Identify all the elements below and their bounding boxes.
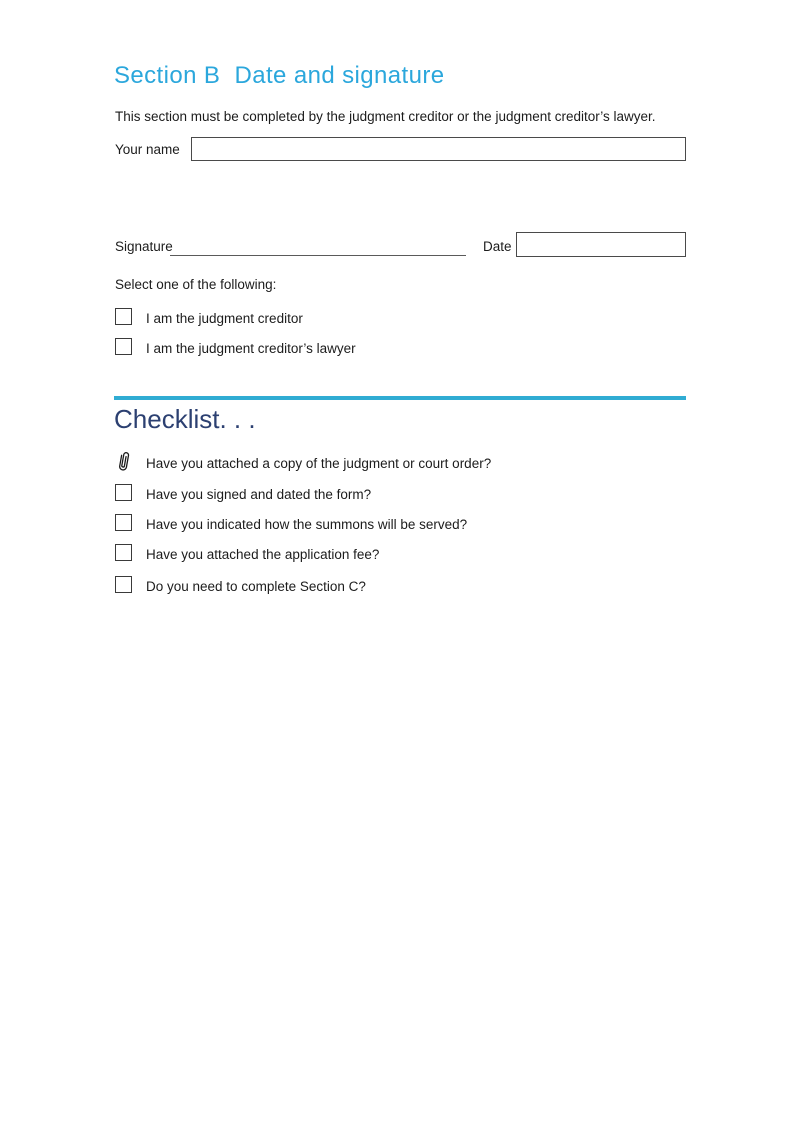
- checklist-checkbox-application-fee[interactable]: [115, 544, 132, 561]
- creditor-lawyer-checkbox[interactable]: [115, 338, 132, 355]
- checklist-item-summons-served: Have you indicated how the summons will be served?: [146, 517, 468, 532]
- date-label: Date: [483, 239, 512, 254]
- checklist-checkbox-section-c[interactable]: [115, 576, 132, 593]
- your-name-label: Your name: [115, 142, 180, 157]
- checklist-checkbox-signed-dated[interactable]: [115, 484, 132, 501]
- judgment-creditor-checkbox[interactable]: [115, 308, 132, 325]
- section-intro: This section must be completed by the judgment creditor or the judgment creditor’s lawyer.: [115, 109, 656, 124]
- your-name-input[interactable]: [191, 137, 686, 161]
- paperclip-icon: [114, 449, 136, 476]
- signature-label: Signature: [115, 239, 173, 254]
- section-title: Section B Date and signature: [114, 62, 445, 89]
- date-input[interactable]: [516, 232, 686, 257]
- checklist-title: Checklist. . .: [114, 404, 256, 434]
- checklist-checkbox-summons-served[interactable]: [115, 514, 132, 531]
- checklist-item-application-fee: Have you attached the application fee?: [146, 547, 380, 562]
- creditor-lawyer-label: I am the judgment creditor’s lawyer: [146, 341, 356, 356]
- checklist-item-attached-judgment: Have you attached a copy of the judgment or court order?: [146, 456, 492, 471]
- signature-line[interactable]: [170, 233, 466, 256]
- section-divider: [114, 396, 686, 400]
- select-prompt: Select one of the following:: [115, 277, 277, 292]
- checklist-item-signed-dated: Have you signed and dated the form?: [146, 487, 372, 502]
- checklist-item-section-c: Do you need to complete Section C?: [146, 579, 366, 594]
- judgment-creditor-label: I am the judgment creditor: [146, 311, 303, 326]
